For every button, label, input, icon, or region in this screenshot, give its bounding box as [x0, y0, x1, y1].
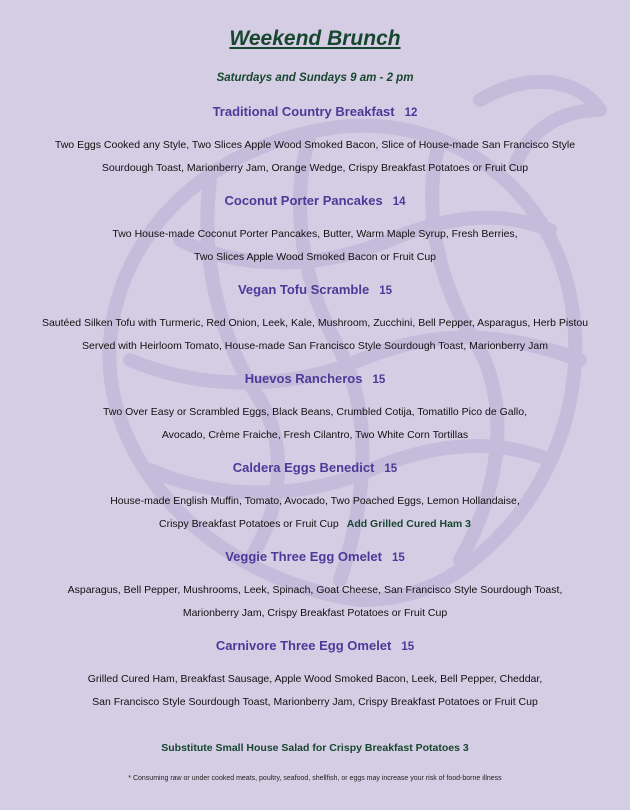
item-description [0, 490, 630, 536]
description-line: Grilled Cured Ham, Breakfast Sausage, Apple Wood Smoked Bacon, Leek, Bell Pepper, Cheddar, [87, 673, 543, 685]
description-line: Avocado, Crème Fraiche, Fresh Cilantro, Two White Corn Tortillas [161, 429, 469, 441]
page-title: Weekend Brunch [229, 27, 401, 50]
item-name: Coconut Porter Pancakes [224, 193, 383, 208]
item-description [0, 312, 630, 358]
description-line-with-addon [0, 513, 630, 536]
hours-subtitle: Saturdays and Sundays 9 am - 2 pm [216, 72, 414, 84]
item-description [0, 401, 630, 447]
item-price: 15 [372, 374, 386, 386]
description-line: Two Eggs Cooked any Style, Two Slices Apple Wood Smoked Bacon, Slice of House-made San Francisco Style [54, 139, 576, 151]
menu-item-heading [0, 371, 630, 386]
description-line: Served with Heirloom Tomato, House-made San Francisco Style Sourdough Toast, Marionberry Jam [82, 340, 548, 352]
description-line: House-made English Muffin, Tomato, Avocado, Two Poached Eggs, Lemon Hollandaise, [110, 495, 520, 507]
item-description [0, 223, 630, 269]
menu-item-heading [0, 282, 630, 297]
item-price: 15 [401, 641, 415, 653]
addon-option: Add Grilled Cured Ham 3 [346, 518, 472, 530]
menu-item-heading [0, 549, 630, 564]
item-description [0, 134, 630, 180]
item-price: 15 [384, 463, 398, 475]
item-name: Vegan Tofu Scramble [237, 282, 370, 297]
item-price: 15 [379, 285, 393, 297]
menu-item-heading [0, 104, 630, 119]
description-line: Two Slices Apple Wood Smoked Bacon or Fruit Cup [193, 251, 436, 263]
item-name: Huevos Rancheros [244, 371, 363, 386]
item-name: Veggie Three Egg Omelet [225, 549, 382, 564]
description-line: San Francisco Style Sourdough Toast, Marionberry Jam, Crispy Breakfast Potatoes or Fruit Cup [92, 696, 538, 708]
description-line: Two House-made Coconut Porter Pancakes, Butter, Warm Maple Syrup, Fresh Berries, [112, 228, 518, 240]
menu-item-heading [0, 638, 630, 653]
item-price: 12 [404, 107, 418, 119]
description-line: Sautéed Silken Tofu with Turmeric, Red Onion, Leek, Kale, Mushroom, Zucchini, Bell Pepper, Asparagus, Herb Pistou [41, 317, 589, 329]
description-line: Two Over Easy or Scrambled Eggs, Black Beans, Crumbled Cotija, Tomatillo Pico de Gallo, [102, 406, 528, 418]
item-name: Caldera Eggs Benedict [232, 460, 375, 475]
menu-item-heading [0, 193, 630, 208]
item-price: 14 [392, 196, 406, 208]
food-safety-disclaimer: * Consuming raw or under cooked meats, poultry, seafood, shellfish, or eggs may increase your risk of food-borne illness [128, 775, 502, 782]
item-name: Traditional Country Breakfast [212, 104, 395, 119]
item-price: 15 [391, 552, 405, 564]
item-name: Carnivore Three Egg Omelet [215, 638, 392, 653]
item-description [0, 668, 630, 714]
menu-item-heading [0, 460, 630, 475]
description-line: Marionberry Jam, Crispy Breakfast Potatoes or Fruit Cup [182, 607, 448, 619]
item-description [0, 579, 630, 625]
description-line: Crispy Breakfast Potatoes or Fruit Cup [158, 518, 339, 530]
substitute-note: Substitute Small House Salad for Crispy Breakfast Potatoes 3 [161, 742, 469, 754]
description-line: Sourdough Toast, Marionberry Jam, Orange Wedge, Crispy Breakfast Potatoes or Fruit Cup [101, 162, 529, 174]
description-line: Asparagus, Bell Pepper, Mushrooms, Leek, Spinach, Goat Cheese, San Francisco Style Sourdough Toast, [67, 584, 563, 596]
